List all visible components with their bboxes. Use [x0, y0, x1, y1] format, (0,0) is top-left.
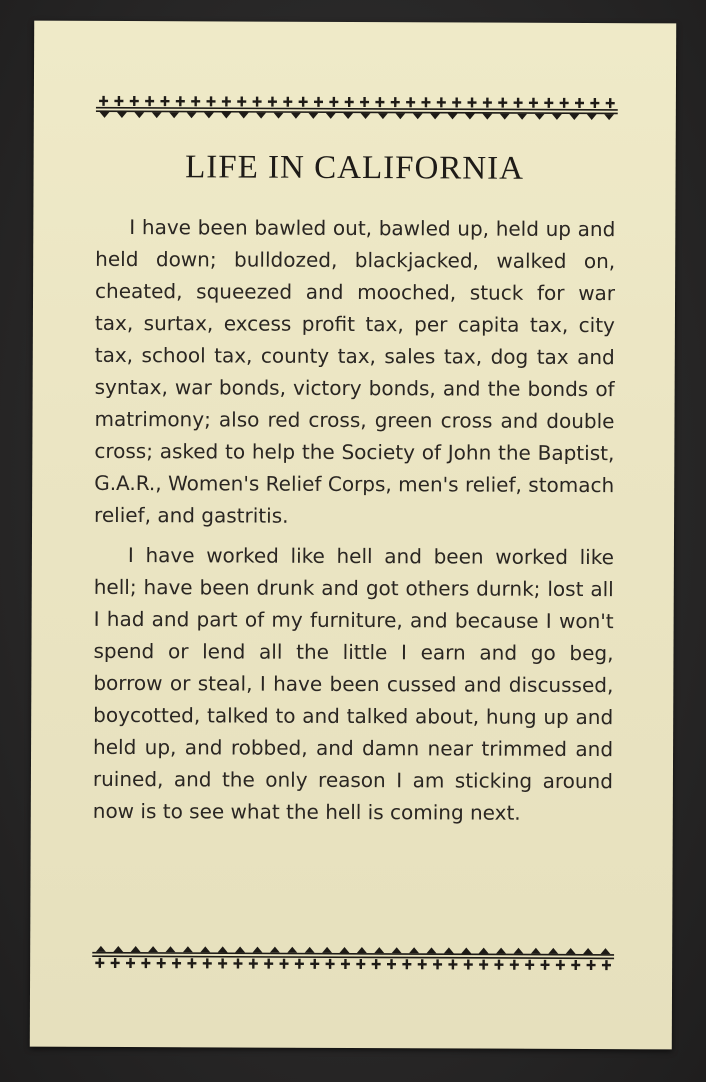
- ornament-cross: [529, 98, 538, 108]
- ornament-triangle: [513, 948, 523, 954]
- ornament-triangle: [566, 948, 576, 954]
- ornament-triangle: [287, 947, 297, 953]
- ornament-triangle: [187, 112, 197, 118]
- ornament-triangle: [465, 113, 475, 119]
- ornament-cross: [329, 97, 338, 107]
- ornament-triangle: [479, 948, 489, 954]
- ornament-triangle: [517, 114, 527, 120]
- ornament-triangle: [148, 946, 158, 952]
- ornament-cross: [479, 960, 488, 970]
- ornament-triangle: [113, 946, 123, 952]
- ornament-triangle: [500, 114, 510, 120]
- ornament-rule: [92, 955, 614, 959]
- ornament-triangle: [322, 947, 332, 953]
- ornament-cross: [421, 97, 430, 107]
- ornament-cross: [464, 959, 473, 969]
- ornament-triangle: [305, 947, 315, 953]
- ornament-cross: [541, 960, 550, 970]
- ornament-cross: [402, 959, 411, 969]
- ornament-cross: [249, 959, 258, 969]
- ornament-triangle: [392, 947, 402, 953]
- ornament-triangle: [587, 114, 597, 120]
- ornament-cross: [587, 960, 596, 970]
- ornament-triangle: [496, 948, 506, 954]
- ornament-cross: [375, 97, 384, 107]
- ornament-cross: [172, 958, 181, 968]
- ornament-cross: [556, 960, 565, 970]
- ornament-cross: [95, 958, 104, 968]
- ornament-cross: [341, 959, 350, 969]
- ornament-cross: [237, 96, 246, 106]
- ornament-triangle: [444, 947, 454, 953]
- ornament-triangle: [343, 113, 353, 119]
- ornament-triangle: [183, 946, 193, 952]
- ornament-cross: [191, 96, 200, 106]
- ornament-cross: [176, 96, 185, 106]
- ornament-cross: [494, 960, 503, 970]
- ornament-cross: [544, 98, 553, 108]
- ornament-cross: [372, 959, 381, 969]
- ornament-cross: [606, 98, 615, 108]
- ornament-rule: [96, 107, 618, 111]
- ornament-cross: [141, 958, 150, 968]
- ornament-triangle: [374, 947, 384, 953]
- ornament-cross: [448, 959, 457, 969]
- ornament-cross: [111, 958, 120, 968]
- ornament-cross: [299, 97, 308, 107]
- ornament-triangle: [134, 112, 144, 118]
- ornament-triangle: [339, 947, 349, 953]
- ornament-cross: [126, 958, 135, 968]
- printed-card: [30, 21, 676, 1050]
- ornament-cross: [99, 96, 108, 106]
- ornament-triangle: [569, 114, 579, 120]
- ornament-cross: [264, 959, 273, 969]
- ornament-triangle: [448, 113, 458, 119]
- ornament-cross: [326, 959, 335, 969]
- ornament-cross: [253, 97, 262, 107]
- ornament-triangle: [96, 946, 106, 952]
- ornament-triangle: [239, 112, 249, 118]
- ornament-triangle: [218, 946, 228, 952]
- ornament-cross: [268, 97, 277, 107]
- ornament-cross: [157, 958, 166, 968]
- ornament-triangle: [548, 948, 558, 954]
- ornament-triangle: [552, 114, 562, 120]
- ornament-triangle: [600, 948, 610, 954]
- ornament-cross: [433, 959, 442, 969]
- ornament-cross: [452, 97, 461, 107]
- ornament-cross: [314, 97, 323, 107]
- ornament-triangle: [221, 112, 231, 118]
- ornament-cross: [560, 98, 569, 108]
- ornament-triangle: [482, 114, 492, 120]
- ornament-triangle: [131, 946, 141, 952]
- ornament-triangle: [152, 112, 162, 118]
- top-border-graphic: [96, 93, 618, 129]
- ornament-cross: [391, 97, 400, 107]
- ornament-cross: [145, 96, 154, 106]
- ornament-triangle: [235, 946, 245, 952]
- ornament-triangle: [395, 113, 405, 119]
- top-ornamental-border: [96, 93, 618, 129]
- ornament-cross: [283, 97, 292, 107]
- ornament-triangle: [204, 112, 214, 118]
- ornament-cross: [406, 97, 415, 107]
- ornament-cross: [575, 98, 584, 108]
- ornament-cross: [356, 959, 365, 969]
- ornament-cross: [498, 98, 507, 108]
- ornament-triangle: [169, 112, 179, 118]
- ornament-triangle: [461, 947, 471, 953]
- ornament-triangle: [326, 113, 336, 119]
- bottom-border-graphic: [92, 941, 614, 977]
- ornament-cross: [345, 97, 354, 107]
- ornament-triangle: [117, 112, 127, 118]
- ornament-triangle: [531, 948, 541, 954]
- ornament-triangle: [409, 947, 419, 953]
- ornament-triangle: [378, 113, 388, 119]
- ornament-triangle: [256, 113, 266, 119]
- ornament-cross: [310, 959, 319, 969]
- ornament-cross: [418, 959, 427, 969]
- ornament-triangle: [413, 113, 423, 119]
- ornament-cross: [387, 959, 396, 969]
- ornament-triangle: [274, 113, 284, 119]
- ornament-cross: [360, 97, 369, 107]
- paragraph-1: I have been bawled out, bawled up, held up and held down; bulldozed, blackjacked, walked on, cheated, squeezed and mooched, stuck for war tax, surtax, excess profit tax, per capita tax, city tax, school tax, county tax, sales tax, dog tax and syntax, war bonds, victory bonds, and the bonds of matrimony; also red cross, green cross and double cross; asked to help the Society of John the Baptist, G.A.R., Women's Relief Corps, men's relief, stomach relief, and gastritis.: [94, 215, 616, 528]
- ornament-cross: [160, 96, 169, 106]
- ornament-cross: [525, 960, 534, 970]
- ornament-cross: [483, 98, 492, 108]
- ornament-cross: [187, 958, 196, 968]
- ornament-triangle: [308, 113, 318, 119]
- ornament-triangle: [426, 947, 436, 953]
- ornament-triangle: [100, 112, 110, 118]
- ornament-cross: [203, 958, 212, 968]
- ornament-cross: [602, 960, 611, 970]
- ornament-triangle: [535, 114, 545, 120]
- ornament-triangle: [604, 114, 614, 120]
- ornament-triangle: [361, 113, 371, 119]
- ornament-cross: [468, 97, 477, 107]
- ornament-cross: [510, 960, 519, 970]
- ornament-cross: [218, 958, 227, 968]
- ornament-triangle: [165, 946, 175, 952]
- bottom-ornamental-border: [92, 941, 614, 977]
- ornament-triangle: [583, 948, 593, 954]
- ornament-cross: [114, 96, 123, 106]
- paragraph-2: I have worked like hell and been worked like hell; have been drunk and got others durnk; lost all I had and part of my furniture, and because I won't spend or lend all the little I earn and go beg, borrow or steal, I have been cussed and discussed, boycotted, talked to and talked about, hung up and held up, and robbed, and damn near trimmed and ruined, and the only reason I am sticking around now is to see what the hell is coming next.: [92, 543, 614, 825]
- ornament-triangle: [291, 113, 301, 119]
- ornament-cross: [514, 98, 523, 108]
- card-title: LIFE IN CALIFORNIA: [185, 149, 525, 187]
- ornament-cross: [437, 97, 446, 107]
- ornament-cross: [130, 96, 139, 106]
- ornament-triangle: [252, 947, 262, 953]
- ornament-triangle: [270, 947, 280, 953]
- ornament-cross: [590, 98, 599, 108]
- ornament-triangle: [200, 946, 210, 952]
- ornament-cross: [233, 958, 242, 968]
- ornament-triangle: [357, 947, 367, 953]
- ornament-cross: [207, 96, 216, 106]
- card-body: [93, 211, 616, 829]
- ornament-triangle: [430, 113, 440, 119]
- ornament-cross: [280, 959, 289, 969]
- ornament-cross: [222, 96, 231, 106]
- ornament-cross: [571, 960, 580, 970]
- ornament-cross: [295, 959, 304, 969]
